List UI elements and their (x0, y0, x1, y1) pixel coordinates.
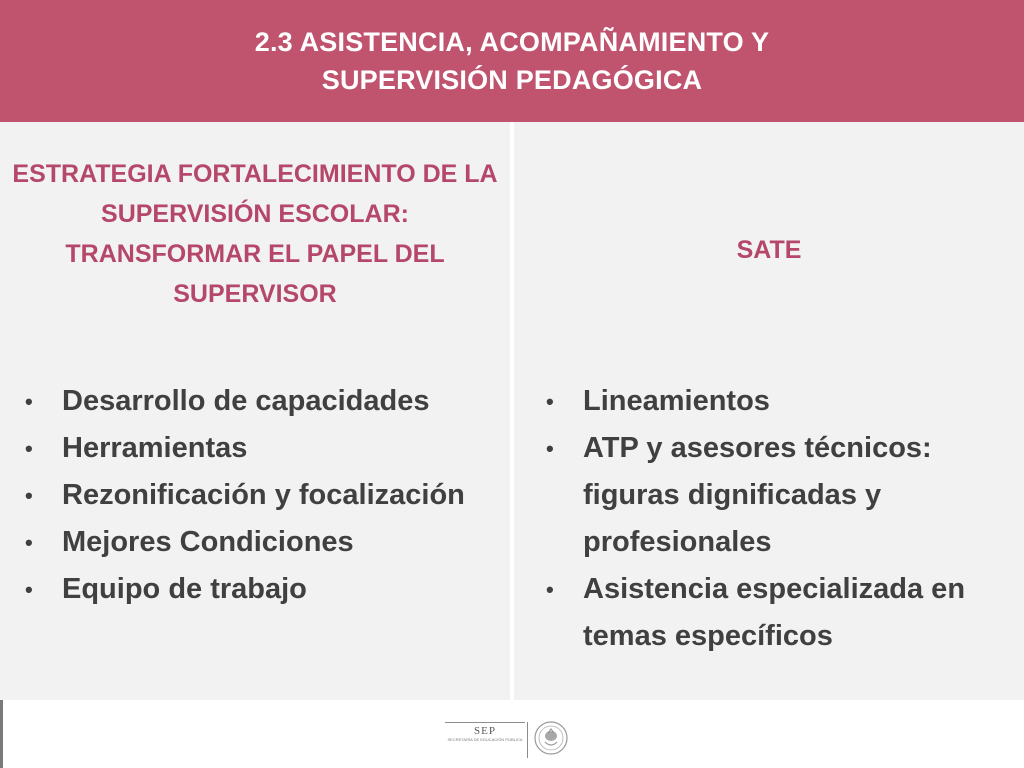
list-item: • Asistencia especializada en temas específicos (546, 566, 1016, 660)
bullet-dot-icon: • (546, 389, 554, 414)
national-emblem-icon (533, 720, 569, 756)
list-item: • Equipo de trabajo (25, 566, 505, 613)
bullet-dot-icon: • (25, 577, 33, 602)
list-item: • Herramientas (25, 425, 505, 472)
bullet-dot-icon: • (25, 530, 33, 555)
bullet-dot-icon: • (25, 436, 33, 461)
list-item: • Rezonificación y focalización (25, 472, 505, 519)
sep-logo-subtext: SECRETARÍA DE EDUCACIÓN PÚBLICA (447, 737, 523, 742)
bullet-dot-icon: • (546, 436, 554, 461)
bullet-dot-icon: • (546, 577, 554, 602)
logo-divider (527, 722, 528, 758)
bullet-dot-icon: • (25, 483, 33, 508)
slide-title-line-2: SUPERVISIÓN PEDAGÓGICA (321, 65, 703, 95)
sep-logo-group (445, 720, 575, 762)
bullet-dot-icon: • (25, 389, 33, 414)
right-column-title: SATE (736, 236, 802, 264)
left-column-title: ESTRATEGIA FORTALECIMIENTO DE LA SUPERVISIÓN ESCOLAR: TRANSFORMAR EL PAPEL DEL SUPERVISOR (12, 160, 498, 308)
slide-title-line-1: 2.3 ASISTENCIA, ACOMPAÑAMIENTO Y (254, 27, 770, 57)
footer-rule (0, 700, 3, 768)
list-item: • ATP y asesores técnicos: figuras dignificadas y profesionales (546, 425, 1016, 566)
sep-logo-text: SEP (474, 725, 496, 737)
left-column (0, 122, 510, 700)
slide-header (0, 0, 1024, 122)
list-item: • Lineamientos (546, 378, 1016, 425)
right-bullet-list (546, 378, 1016, 660)
right-column (514, 122, 1024, 700)
left-bullet-list (25, 378, 505, 613)
list-item: • Desarrollo de capacidades (25, 378, 505, 425)
list-item: • Mejores Condiciones (25, 519, 505, 566)
sep-logo (445, 722, 525, 759)
